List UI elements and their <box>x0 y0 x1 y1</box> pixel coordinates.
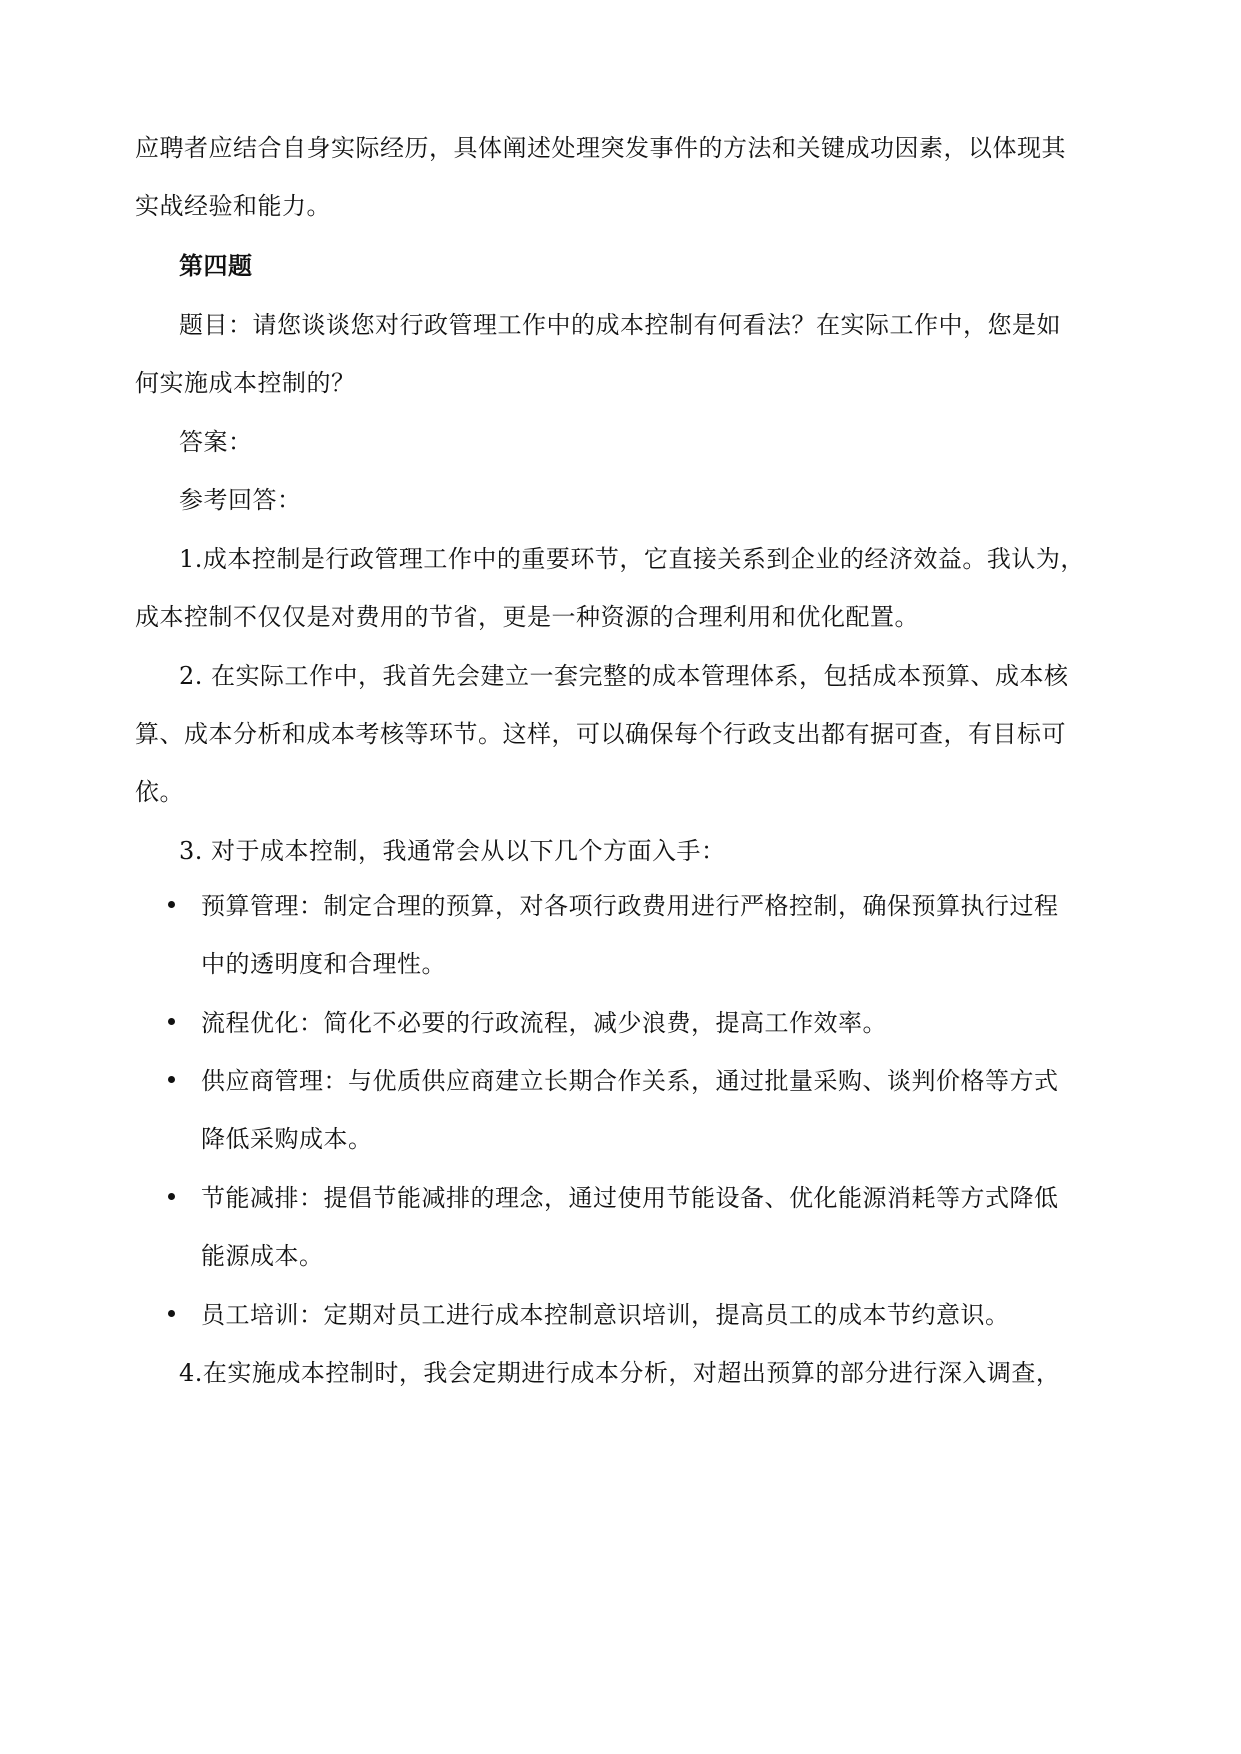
intro-text-line-1: 应聘者应结合自身实际经历，具体阐述处理突发事件的方法和关键成功因素，以体现其 <box>135 134 1066 162</box>
point-2-line-3: 依。 <box>135 778 184 806</box>
bullet-dot-icon <box>168 901 175 908</box>
point-4-line-1: 4.在实施成本控制时，我会定期进行成本分析，对超出预算的部分进行深入调查， <box>179 1359 1061 1387</box>
section-heading: 第四题 <box>179 252 253 280</box>
point-2-line-2: 算、成本分析和成本考核等环节。这样，可以确保每个行政支出都有据可查，有目标可 <box>135 720 1066 748</box>
list-item-text-line-1: 供应商管理：与优质供应商建立长期合作关系，通过批量采购、谈判价格等方式 <box>201 1067 1059 1095</box>
list-item-text-line-2: 能源成本。 <box>201 1242 324 1270</box>
list-item-text-line-1: 节能减排：提倡节能减排的理念，通过使用节能设备、优化能源消耗等方式降低 <box>201 1184 1059 1212</box>
question-line-2: 何实施成本控制的？ <box>135 369 356 397</box>
point-2-line-1: 2. 在实际工作中，我首先会建立一套完整的成本管理体系，包括成本预算、成本核 <box>179 662 1069 690</box>
answer-label: 答案： <box>179 428 253 456</box>
point-3-line-1: 3. 对于成本控制，我通常会从以下几个方面入手： <box>179 837 726 865</box>
list-item-text-line-2: 降低采购成本。 <box>201 1125 373 1153</box>
question-line-1: 题目：请您谈谈您对行政管理工作中的成本控制有何看法？在实际工作中，您是如 <box>179 311 1061 339</box>
list-item-text-line-1: 流程优化：简化不必要的行政流程，减少浪费，提高工作效率。 <box>201 1009 887 1037</box>
reference-label: 参考回答： <box>179 486 302 514</box>
point-1-line-2: 成本控制不仅仅是对费用的节省，更是一种资源的合理利用和优化配置。 <box>135 603 919 631</box>
bullet-dot-icon <box>168 1193 175 1200</box>
list-item-text-line-2: 中的透明度和合理性。 <box>201 950 446 978</box>
intro-text-line-2: 实战经验和能力。 <box>135 192 331 220</box>
list-item-text-line-1: 预算管理：制定合理的预算，对各项行政费用进行严格控制，确保预算执行过程 <box>201 892 1059 920</box>
bullet-dot-icon <box>168 1310 175 1317</box>
point-1-line-1: 1.成本控制是行政管理工作中的重要环节，它直接关系到企业的经济效益。我认为， <box>179 545 1085 573</box>
bullet-dot-icon <box>168 1018 175 1025</box>
bullet-dot-icon <box>168 1076 175 1083</box>
list-item-text-line-1: 员工培训：定期对员工进行成本控制意识培训，提高员工的成本节约意识。 <box>201 1301 1010 1329</box>
